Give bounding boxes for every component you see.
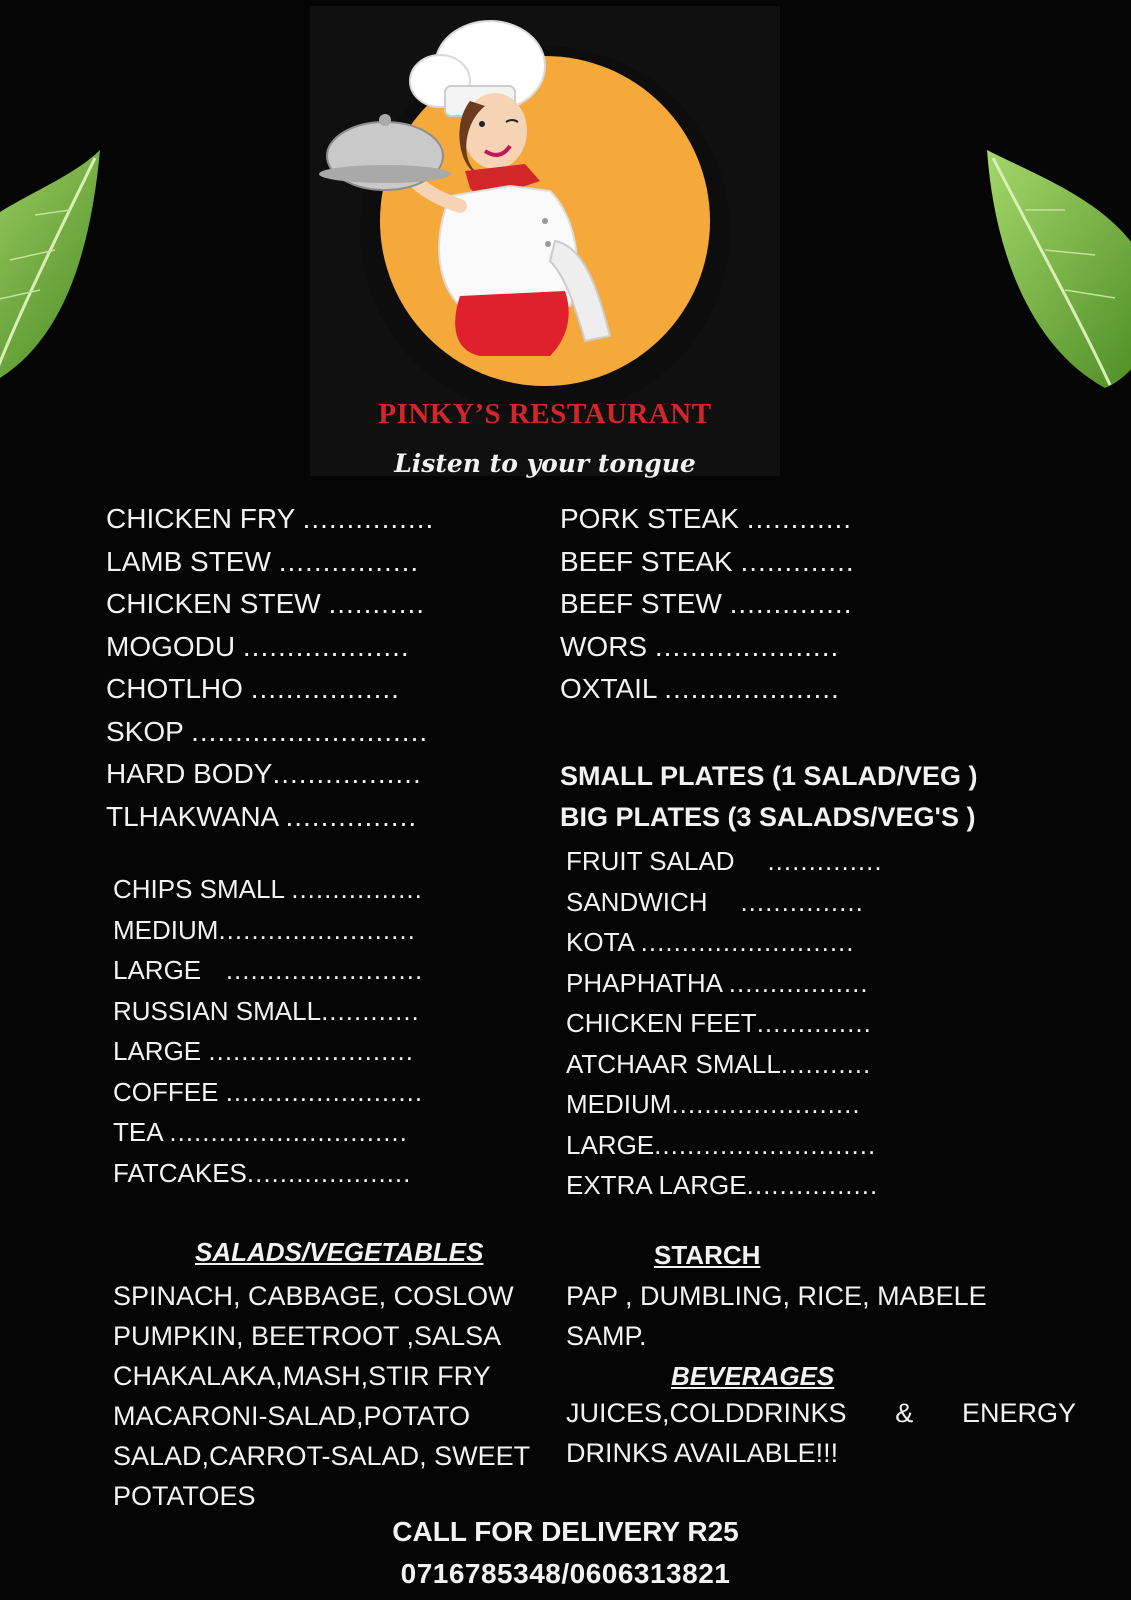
leaf-left-decoration (0, 150, 105, 380)
list-item: LARGE ......................... (113, 1036, 414, 1066)
main-dishes-list-left (106, 498, 434, 838)
list-item: FATCAKES.................... (113, 1157, 412, 1188)
beverages-text: JUICES,COLDDRINKS (566, 1398, 847, 1428)
starch-text (566, 1276, 996, 1356)
list-item: RUSSIAN SMALL............ (113, 995, 420, 1026)
starch-line: SAMP. (566, 1321, 647, 1351)
phone-numbers: 0716785348/0606313821 (400, 1558, 731, 1589)
leaf-right-decoration (985, 150, 1131, 390)
starch-line: PAP , DUMBLING, RICE, MABELE (566, 1281, 987, 1311)
list-item: CHICKEN STEW ........... (106, 588, 426, 619)
beverages-heading: BEVERAGES (671, 1361, 835, 1391)
restaurant-tagline: Listen to your tongue (394, 449, 696, 478)
list-item: OXTAIL .................... (560, 673, 840, 704)
sides-drinks-list (113, 869, 423, 1193)
list-item: SANDWICH ............... (566, 886, 864, 917)
list-item: CHICKEN FEET.............. (566, 1008, 872, 1038)
list-item: CHIPS SMALL ................ (113, 874, 423, 904)
small-plates-label: SMALL PLATES (1 SALAD/VEG ) (560, 761, 978, 791)
delivery-note: CALL FOR DELIVERY R25 (392, 1516, 739, 1547)
main-dishes-list-right (560, 498, 855, 711)
list-item: LARGE........................... (566, 1129, 877, 1160)
list-item: WORS ..................... (560, 630, 840, 662)
beverages-text: ENERGY (961, 1398, 1076, 1428)
list-item: PHAPHATHA ................. (566, 967, 869, 998)
list-item: MEDIUM........................ (113, 914, 416, 945)
list-item: FRUIT SALAD .............. (566, 846, 883, 876)
list-item: CHICKEN FRY ............... (106, 503, 435, 534)
salads-line: POTATOES (113, 1481, 256, 1511)
beverages-line-1 (566, 1398, 1076, 1429)
list-item: COFFEE ........................ (113, 1076, 424, 1107)
list-item: PORK STEAK ............ (560, 503, 853, 534)
salads-line: CHAKALAKA,MASH,STIR FRY (113, 1361, 491, 1391)
salads-heading: SALADS/VEGETABLES (195, 1237, 484, 1267)
list-item: TEA ............................. (113, 1117, 408, 1147)
restaurant-name: PINKY’S RESTAURANT (378, 398, 712, 430)
list-item: BEEF STEW .............. (560, 588, 853, 619)
list-item: BEEF STEAK ............. (560, 545, 855, 577)
salads-line: PUMPKIN, BEETROOT ,SALSA (113, 1321, 502, 1351)
salads-text (113, 1276, 543, 1516)
list-item: EXTRA LARGE................ (566, 1170, 879, 1200)
list-item: LARGE ........................ (113, 955, 424, 985)
list-item: SKOP ........................... (106, 715, 429, 747)
extras-list (566, 841, 883, 1206)
list-item: ATCHAAR SMALL........... (566, 1048, 872, 1079)
list-item: LAMB STEW ................ (106, 545, 420, 577)
list-item: KOTA .......................... (566, 927, 855, 957)
salads-line: SPINACH, CABBAGE, COSLOW (113, 1281, 514, 1311)
beverages-line-2: DRINKS AVAILABLE!!! (566, 1438, 839, 1468)
big-plates-label: BIG PLATES (3 SALADS/VEG'S ) (560, 802, 976, 832)
list-item: TLHAKWANA ............... (106, 800, 418, 832)
beverages-text: & (895, 1398, 914, 1428)
salads-line: MACARONI-SALAD,POTATO (113, 1401, 471, 1431)
list-item: CHOTLHO ................. (106, 673, 400, 704)
starch-heading: STARCH (654, 1240, 761, 1270)
salads-line: SALAD,CARROT-SALAD, SWEET (113, 1441, 531, 1471)
list-item: HARD BODY................. (106, 758, 422, 789)
restaurant-logo (310, 6, 780, 476)
list-item: MEDIUM....................... (566, 1089, 861, 1119)
list-item: MOGODU ................... (106, 630, 410, 662)
